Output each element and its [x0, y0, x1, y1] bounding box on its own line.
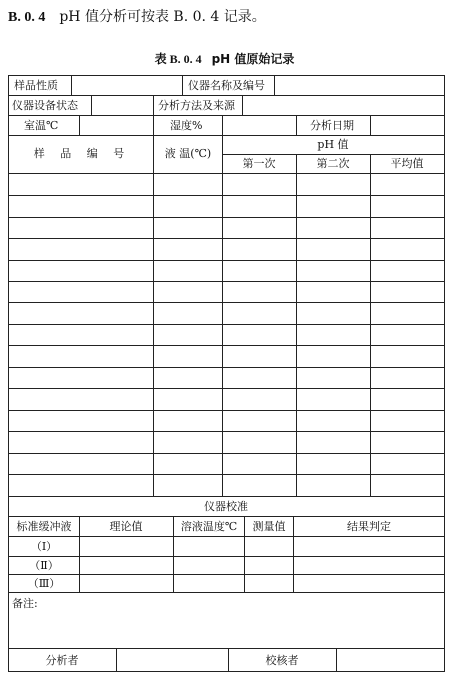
cal-header-measured: 测量值	[252, 520, 286, 533]
cal-header-buffer: 标准缓冲液	[16, 520, 72, 533]
ph-record-table	[8, 75, 445, 672]
header-liquid-temp: 液 温(℃)	[164, 147, 212, 160]
calibration-title: 仪器校准	[204, 500, 248, 513]
cal-header-theory: 理论值	[109, 520, 143, 533]
cal-header-result: 结果判定	[347, 520, 391, 533]
table-title: pH 值原始记录	[211, 52, 295, 66]
label-checker: 校核者	[265, 654, 299, 667]
label-instrument-status: 仪器设备状态	[12, 99, 78, 112]
cal-row-label: （Ⅱ）	[29, 559, 59, 572]
label-remarks: 备注:	[12, 597, 38, 610]
label-analyst: 分析者	[45, 654, 79, 667]
label-sample-nature: 样品性质	[14, 79, 58, 92]
header-first: 第一次	[242, 157, 276, 170]
section-heading	[8, 6, 266, 26]
label-analysis-date: 分析日期	[310, 119, 354, 132]
header-ph-value: pH 值	[317, 138, 349, 151]
label-instrument-name: 仪器名称及编号	[188, 79, 265, 92]
cal-row-label: （Ⅲ）	[27, 577, 61, 590]
cal-row-label: （Ⅰ）	[30, 540, 58, 553]
section-text: pH 值分析可按表 B. 0. 4 记录。	[59, 9, 266, 25]
table-grid-lines	[8, 75, 445, 672]
label-room-temp: 室温℃	[24, 119, 59, 132]
table-caption	[0, 50, 449, 67]
cal-header-temp: 溶液温度℃	[180, 520, 238, 533]
label-analysis-method: 分析方法及来源	[158, 99, 235, 112]
header-second: 第二次	[316, 157, 350, 170]
header-sample-id: 样 品 编 号	[33, 147, 131, 160]
header-average: 平均值	[390, 157, 424, 170]
table-number: 表 B. 0. 4	[154, 52, 202, 66]
section-number: B. 0. 4	[8, 10, 46, 25]
label-humidity: 湿度%	[170, 119, 203, 132]
